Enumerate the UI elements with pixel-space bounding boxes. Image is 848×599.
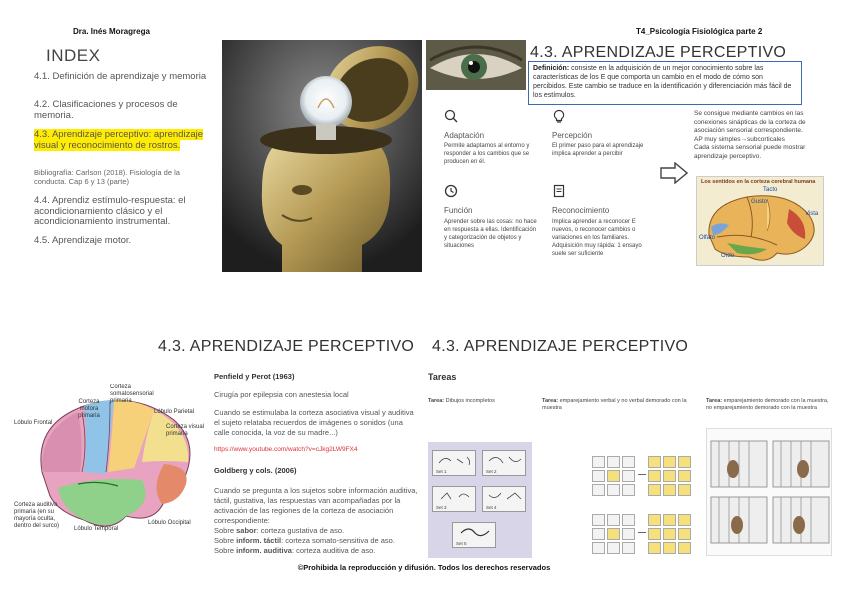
copyright-footer: ©Prohibida la reproducción y difusión. Todos los derechos reservados — [297, 563, 551, 572]
brain-label: Gusto — [751, 199, 768, 205]
list-text: : corteza somato-sensitiva de aso. — [281, 536, 395, 545]
side-note: AP muy simples→subcorticales — [694, 135, 785, 143]
drawing-card — [482, 450, 526, 476]
set-label: Set 1 — [436, 469, 447, 474]
brain-label: Lóbulo Temporal — [74, 526, 119, 532]
brain-label: Olfato — [699, 235, 716, 241]
monkey-task-figure — [706, 428, 832, 556]
lightbulb-icon — [552, 109, 566, 128]
task2-desc — [542, 398, 692, 412]
task-text: emparejamiento demorado con la muestra, no emparejamiento demorado con la muestra — [706, 398, 829, 411]
brain-caption: Los sentidos en la corteza cerebral humana — [701, 179, 816, 185]
task1-desc — [428, 398, 538, 405]
study2-list-item — [214, 546, 424, 556]
index-item-current — [34, 130, 212, 151]
choice-grid — [648, 514, 691, 554]
task3-desc — [706, 398, 830, 412]
task-label: Tarea: — [706, 398, 723, 404]
definition-text: consiste en la adquisición de un mejor conocimiento sobre las características de los E que comporta un cambio en el modo de cómo son percibidos. Este cambio se traduce en la identificación y diferenciación más fácil de los estímulos. — [533, 65, 792, 99]
clock-icon — [444, 184, 458, 203]
slide-title: 4.3. APRENDIZAJE PERCEPTIVO — [530, 44, 787, 61]
drawing-card — [432, 450, 476, 476]
list-text: : corteza gustativa de aso. — [256, 526, 345, 535]
brain-label: Corteza auditiva primaria (en su mayoría oculta, dentro del surco) — [14, 502, 60, 529]
task-text: Dibujos incompletos — [445, 398, 495, 404]
task-label: Tarea: — [428, 398, 445, 404]
drawing-card — [432, 486, 476, 512]
choice-grid — [648, 456, 691, 496]
author-header: Dra. Inés Moragrega — [73, 27, 150, 36]
arrow-line — [638, 474, 646, 475]
feature-text: Aprender sobre las cosas: no hace en respuesta a ellas. Identificación y categorización de objetos y situaciones — [444, 219, 537, 249]
study1-subtitle: Cirugía por epilepsia con anestesia local — [214, 390, 349, 399]
eye-image — [426, 40, 526, 90]
study1-title: Penfield y Perot (1963) — [214, 372, 295, 381]
set-label: Set 4 — [486, 505, 497, 510]
feature-title: Adaptación — [444, 131, 485, 140]
drawing-card — [452, 522, 496, 548]
senses-brain-image — [696, 176, 824, 266]
feature-title: Percepción — [552, 131, 593, 140]
study1-text: Cuando se estimulaba la corteza asociativa visual y auditiva el sujeto relataba recuerdos de imágenes o sonidos (una calle conocida, la voz de su madre...) — [214, 408, 414, 437]
side-note: Se consigue mediante cambios en las conexiones sinápticas de la corteza de asociación sensorial correspondiente. — [694, 110, 806, 134]
brain-label: Corteza somatosensorial primaria — [110, 384, 154, 404]
side-note: Cada sistema sensorial puede mostrar aprendizaje perceptivo. — [694, 144, 806, 160]
set-label: Set 5 — [456, 541, 467, 546]
brain-label: Corteza visual primaria — [166, 424, 205, 437]
youtube-link[interactable]: https://www.youtube.com/watch?v=cJkg2LW9FX4 — [214, 446, 358, 453]
bibliography: Bibliografía: Carlson (2018). Fisiología de la conducta. Cap 6 y 13 (parte) — [34, 168, 180, 186]
list-prefix: Sobre — [214, 536, 235, 545]
definition-label: Definición: — [533, 65, 570, 72]
index-item: 4.5. Aprendizaje motor. — [34, 235, 132, 246]
list-label: sabor — [236, 526, 257, 535]
cortex-diagram-image — [14, 384, 208, 536]
list-label: inform. táctil — [236, 536, 282, 545]
set-label: Set 3 — [436, 505, 447, 510]
incomplete-drawings-figure — [428, 442, 532, 558]
list-text: : corteza auditiva de aso. — [291, 546, 376, 555]
index-item: 4.1. Definición de aprendizaje y memoria — [34, 71, 207, 82]
stimulus-grid — [592, 514, 635, 554]
brain-label: Lóbulo Frontal — [14, 420, 53, 426]
index-item: 4.2. Clasificaciones y procesos de memoria. — [34, 99, 178, 121]
open-head-lightbulb-image — [222, 40, 422, 272]
study2-title: Goldberg y cols. (2006) — [214, 466, 297, 475]
brain-label: Lóbulo Parietal — [154, 409, 195, 415]
feature-text: Permite adaptarnos al entorno y responder a los cambios que se producen en él. — [444, 143, 530, 165]
side-notes — [694, 110, 830, 161]
brain-label: Lóbulo Occipital — [148, 520, 191, 526]
matching-task-figure — [562, 420, 702, 560]
study2-text: Cuando se pregunta a los sujetos sobre información auditiva, táctil, gustativa, las respuestas van acompañadas por la activación de las regiones de la corteza de asociación correspondiente: — [214, 486, 418, 525]
slide-title: 4.3. APRENDIZAJE PERCEPTIVO — [158, 338, 415, 355]
arrow-right-icon — [660, 162, 688, 189]
index-title: INDEX — [46, 46, 101, 65]
slide-title: 4.3. APRENDIZAJE PERCEPTIVO — [432, 338, 689, 355]
brain-label: Tacto — [763, 187, 778, 193]
list-prefix: Sobre — [214, 526, 235, 535]
brain-label: Corteza motora primaria — [78, 399, 100, 419]
list-label: inform. auditiva — [236, 546, 292, 555]
brain-label: Vista — [805, 211, 819, 217]
feature-title: Función — [444, 206, 473, 215]
set-label: Set 2 — [486, 469, 497, 474]
task-text: emparejamiento verbal y no verbal demorado con la muestra — [542, 398, 687, 411]
study2-list — [214, 526, 424, 556]
feature-text: Implica aprender a reconocer E nuevos, o reconocer cambios o variaciones en los familiares. Adquisición muy rápida: 1 ensayo suele ser suficiente — [552, 219, 642, 257]
task-label: Tarea: — [542, 398, 559, 404]
drawing-card — [482, 486, 526, 512]
search-icon — [444, 109, 458, 128]
tasks-title: Tareas — [428, 372, 457, 382]
book-icon — [552, 184, 566, 203]
feature-title: Reconocimiento — [552, 206, 610, 215]
feature-text: El primer paso para el aprendizaje implica aprender a percibir — [552, 143, 644, 157]
study2-list-item — [214, 526, 424, 536]
study2-list-item — [214, 536, 424, 546]
stimulus-grid — [592, 456, 635, 496]
index-item-current-text: 4.3. Aprendizaje perceptivo: aprendizaje visual y reconocimiento de rostros. — [34, 129, 204, 151]
list-prefix: Sobre — [214, 546, 235, 555]
course-header: T4_Psicología Fisiológica parte 2 — [636, 27, 763, 36]
index-item: 4.4. Aprendiz estímulo-respuesta: el acondicionamiento clásico y el acondicionamiento instrumental. — [34, 195, 186, 227]
arrow-line — [638, 532, 646, 533]
definition-box — [528, 61, 802, 105]
brain-label: Oído — [721, 253, 735, 259]
